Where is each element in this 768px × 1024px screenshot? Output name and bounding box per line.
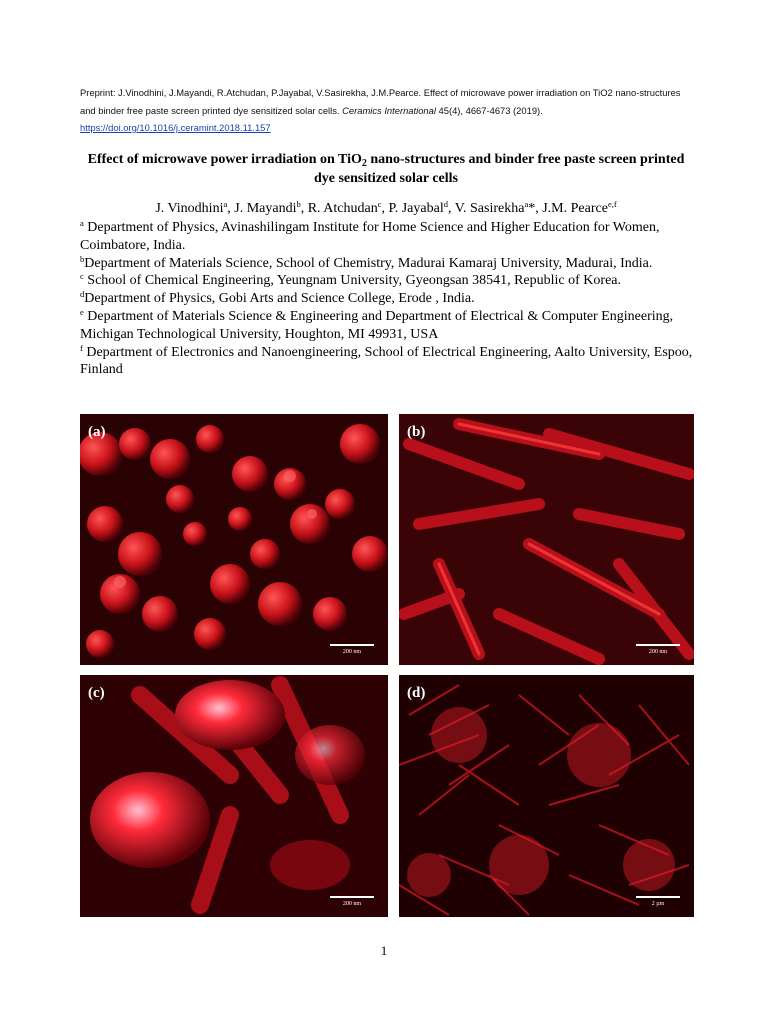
author-separator: , bbox=[447, 201, 455, 216]
affiliation-text: School of Chemical Engineering, Yeungnam University, Gyeongsan 38541, Republic of Korea. bbox=[83, 273, 621, 289]
affiliation-text: Department of Physics, Gobi Arts and Science College, Erode , India. bbox=[84, 291, 475, 307]
affiliation bbox=[80, 344, 700, 380]
author-affiliation-mark: d bbox=[443, 199, 448, 209]
affiliation-mark: e bbox=[80, 306, 84, 317]
scale-bar bbox=[636, 896, 680, 907]
affiliation-text: Department of Materials Science & Engineering and Department of Electrical & Computer Engineering, Michigan Technological University, Houghton, MI 49931, USA bbox=[80, 308, 674, 342]
paper-title bbox=[80, 150, 692, 188]
scale-bar-line bbox=[636, 896, 680, 898]
author-separator: *, bbox=[528, 201, 543, 216]
author-separator: , bbox=[227, 201, 235, 216]
author: J.M. Pearce bbox=[542, 201, 608, 216]
sem-figure bbox=[80, 414, 694, 917]
scale-bar bbox=[330, 644, 374, 655]
scale-bar-label: 200 nm bbox=[342, 649, 362, 655]
panel-label: (a) bbox=[88, 424, 106, 440]
author: V. Sasirekha bbox=[454, 201, 525, 216]
author-separator: , bbox=[381, 201, 389, 216]
sem-panel-d bbox=[399, 675, 694, 917]
preprint-citation bbox=[80, 84, 692, 137]
affiliation-mark: c bbox=[80, 271, 84, 282]
author-affiliation-mark: b bbox=[296, 199, 301, 209]
affiliation-text: Department of Physics, Avinashilingam Institute for Home Science and Higher Education for Women, Coimbatore, India. bbox=[80, 220, 660, 253]
author: P. Jayabal bbox=[388, 201, 444, 216]
title-part-2: nano-structures and binder free paste screen printed dye sensitized solar cells bbox=[313, 152, 685, 186]
doi-link[interactable]: https://doi.org/10.1016/j.ceramint.2018.11.157 bbox=[80, 122, 271, 133]
preprint-text: Preprint: J.Vinodhini, J.Mayandi, R.Atchudan, P.Jayabal, V.Sasirekha, J.M.Pearce. Effect of microwave power irradiation on TiO2 nano-structures and binder free paste screen printed dye sensitized solar cells. bbox=[80, 87, 681, 116]
author: R. Atchudan bbox=[307, 201, 378, 216]
scale-bar-label: 2 µm bbox=[651, 901, 665, 907]
page-number: 1 bbox=[380, 943, 388, 958]
author: J. Mayandi bbox=[234, 201, 297, 216]
affiliation-mark: b bbox=[80, 253, 85, 264]
sem-panel-c bbox=[80, 675, 388, 917]
affiliations bbox=[80, 219, 700, 379]
author-list bbox=[80, 200, 692, 218]
affiliation-text: Department of Materials Science, School of Chemistry, Madurai Kamaraj University, Madurai, India. bbox=[84, 255, 653, 271]
author-affiliation-mark: a bbox=[223, 199, 228, 209]
author-affiliation-mark: c bbox=[377, 199, 382, 209]
scale-bar-label: 200 nm bbox=[342, 901, 362, 907]
affiliation bbox=[80, 219, 700, 255]
affiliation bbox=[80, 255, 700, 273]
panel-label: (c) bbox=[88, 685, 105, 701]
journal-volume: 45(4), 4667-4673 (2019). bbox=[435, 104, 543, 116]
title-part-1: Effect of microwave power irradiation on TiO bbox=[87, 152, 362, 167]
title-subscript: 2 bbox=[361, 158, 367, 169]
affiliation-mark: d bbox=[80, 289, 85, 300]
author-affiliation-mark: e,f bbox=[607, 199, 617, 209]
scale-bar bbox=[636, 644, 680, 655]
sem-image-c bbox=[80, 675, 388, 917]
affiliation bbox=[80, 272, 700, 290]
scale-bar bbox=[330, 896, 374, 907]
sem-panel-a bbox=[80, 414, 388, 665]
scale-bar-line bbox=[636, 644, 680, 646]
sem-image-a bbox=[80, 414, 388, 665]
scale-bar-label: 200 nm bbox=[648, 649, 668, 655]
panel-label: (b) bbox=[407, 424, 426, 440]
sem-panel-b bbox=[399, 414, 694, 665]
affiliation-text: Department of Electronics and Nanoengineering, School of Electrical Engineering, Aalto University, Espoo, Finland bbox=[80, 344, 693, 378]
sem-image-d bbox=[399, 675, 694, 917]
author-separator: , bbox=[300, 201, 308, 216]
affiliation bbox=[80, 308, 700, 344]
author: J. Vinodhini bbox=[155, 201, 224, 216]
author-affiliation-mark: a bbox=[524, 199, 529, 209]
journal-name: Ceramics International bbox=[342, 104, 436, 116]
panel-label: (d) bbox=[407, 685, 426, 701]
affiliation bbox=[80, 290, 700, 308]
affiliation-mark: f bbox=[80, 342, 83, 353]
sem-image-b bbox=[399, 414, 694, 665]
scale-bar-line bbox=[330, 896, 374, 898]
scale-bar-line bbox=[330, 644, 374, 646]
affiliation-mark: a bbox=[80, 218, 84, 228]
